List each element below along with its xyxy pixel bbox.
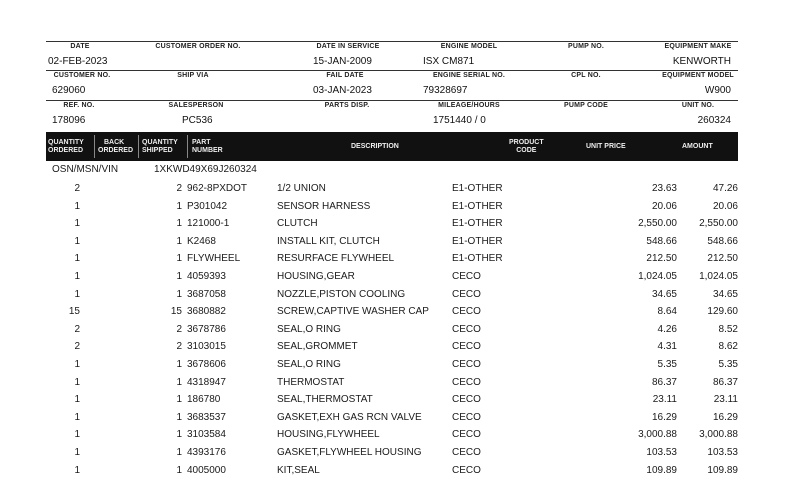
cell-part-number: 3687058 xyxy=(187,288,226,300)
cell-product-code: E1-OTHER xyxy=(452,183,503,194)
cell-unit-price: 8.64 xyxy=(657,306,677,318)
col-divider xyxy=(187,135,188,158)
cell-part-number: 121000-1 xyxy=(187,218,230,230)
value-engine-serial: 79328697 xyxy=(423,85,468,96)
value-customer-no: 629060 xyxy=(52,85,86,96)
cell-product-code: CECO xyxy=(452,429,481,441)
cell-unit-price: 86.37 xyxy=(651,376,677,388)
cell-qty-ordered: 1 xyxy=(74,429,80,441)
cell-qty-ordered: 1 xyxy=(74,411,80,423)
label-customer-no: CUSTOMER NO. xyxy=(53,72,111,79)
table-row xyxy=(0,218,798,235)
cell-qty-shipped: 1 xyxy=(176,394,182,406)
cell-qty-shipped: 1 xyxy=(176,411,182,423)
cell-unit-price: 4.31 xyxy=(657,341,677,353)
cell-amount: 212.50 xyxy=(707,253,738,265)
value-ref-no: 178096 xyxy=(52,115,86,126)
cell-product-code: CECO xyxy=(452,306,481,318)
value-date-in-service: 15-JAN-2009 xyxy=(313,56,372,67)
value-equipment-model: W900 xyxy=(704,85,731,96)
cell-description: GASKET,EXH GAS RCN VALVE xyxy=(277,411,422,423)
value-fail-date: 03-JAN-2023 xyxy=(313,85,372,96)
cell-part-number: 3678786 xyxy=(187,323,226,335)
cell-qty-ordered: 15 xyxy=(68,306,80,318)
cell-part-number: 3678606 xyxy=(187,359,226,370)
cell-product-code: E1-OTHER xyxy=(452,218,503,230)
table-row xyxy=(0,289,798,306)
cell-description: SEAL,THERMOSTAT xyxy=(277,394,373,406)
cell-qty-ordered: 1 xyxy=(74,200,80,212)
cell-description: SEAL,O RING xyxy=(277,359,341,370)
label-equipment-make: EQUIPMENT MAKE xyxy=(664,43,732,50)
label-equipment-model: EQUIPMENT MODEL xyxy=(662,72,734,79)
cell-description: SENSOR HARNESS xyxy=(277,200,371,212)
cell-amount: 5.35 xyxy=(718,359,738,370)
cell-amount: 16.29 xyxy=(712,411,738,423)
cell-qty-shipped: 1 xyxy=(176,359,182,370)
cell-amount: 1,024.05 xyxy=(699,271,738,282)
cell-description: 1/2 UNION xyxy=(277,183,326,194)
label-pump-code: PUMP CODE xyxy=(563,102,609,109)
cell-amount: 34.65 xyxy=(712,288,738,300)
table-row xyxy=(0,201,798,218)
cell-part-number: P301042 xyxy=(187,200,228,212)
table-row xyxy=(0,412,798,429)
cell-product-code: CECO xyxy=(452,464,481,476)
cell-product-code: CECO xyxy=(452,271,481,282)
label-pump-no: PUMP NO. xyxy=(567,43,605,50)
label-parts-disp: PARTS DISP. xyxy=(324,102,370,109)
cell-qty-shipped: 1 xyxy=(176,235,182,247)
label-customer-order: CUSTOMER ORDER NO. xyxy=(155,43,241,50)
cell-qty-ordered: 1 xyxy=(74,253,80,265)
col-product-code: PRODUCT CODE xyxy=(509,139,544,154)
cell-qty-shipped: 1 xyxy=(176,288,182,300)
header-rule-3 xyxy=(46,100,738,101)
table-row xyxy=(0,394,798,411)
cell-description: NOZZLE,PISTON COOLING xyxy=(277,288,406,300)
cell-amount: 8.52 xyxy=(718,323,738,335)
cell-part-number: 3103015 xyxy=(187,341,226,353)
value-equipment-make: KENWORTH xyxy=(672,56,731,67)
cell-amount: 2,550.00 xyxy=(699,218,738,230)
cell-qty-shipped: 15 xyxy=(170,306,182,318)
label-engine-serial: ENGINE SERIAL NO. xyxy=(432,72,506,79)
col-part-number: PART NUMBER xyxy=(192,139,223,154)
col-amount: AMOUNT xyxy=(682,143,713,150)
col-qty-ordered: QUANTITY ORDERED xyxy=(48,139,84,154)
table-row xyxy=(0,236,798,253)
cell-description: SEAL,GROMMET xyxy=(277,341,358,353)
table-row xyxy=(0,271,798,288)
cell-product-code: CECO xyxy=(452,341,481,353)
cell-description: GASKET,FLYWHEEL HOUSING xyxy=(277,447,422,458)
cell-amount: 23.11 xyxy=(713,394,738,406)
cell-part-number: FLYWHEEL xyxy=(187,253,241,265)
cell-part-number: 4318947 xyxy=(187,376,226,388)
table-row xyxy=(0,324,798,341)
col-description: DESCRIPTION xyxy=(351,143,399,150)
cell-qty-ordered: 1 xyxy=(74,447,80,458)
cell-unit-price: 103.53 xyxy=(646,447,677,458)
cell-description: KIT,SEAL xyxy=(277,464,320,476)
cell-qty-shipped: 1 xyxy=(176,253,182,265)
osn-label: OSN/MSN/VIN xyxy=(52,164,119,175)
table-row xyxy=(0,253,798,270)
cell-qty-shipped: 1 xyxy=(176,429,182,441)
cell-qty-ordered: 1 xyxy=(74,218,80,230)
col-divider xyxy=(94,135,95,158)
cell-unit-price: 23.11 xyxy=(652,394,677,406)
col-divider xyxy=(138,135,139,158)
cell-qty-ordered: 1 xyxy=(74,394,80,406)
cell-unit-price: 16.29 xyxy=(651,411,677,423)
cell-qty-shipped: 2 xyxy=(176,341,182,353)
cell-amount: 47.26 xyxy=(712,183,738,194)
label-date: DATE xyxy=(70,43,90,50)
cell-product-code: CECO xyxy=(452,394,481,406)
header-rule-2 xyxy=(46,70,738,71)
cell-part-number: 4393176 xyxy=(187,447,226,458)
table-row xyxy=(0,447,798,464)
cell-qty-ordered: 2 xyxy=(74,341,80,353)
value-engine-model: ISX CM871 xyxy=(423,56,475,67)
cell-unit-price: 109.89 xyxy=(646,464,677,476)
table-row xyxy=(0,377,798,394)
cell-unit-price: 548.66 xyxy=(646,235,677,247)
col-unit-price: UNIT PRICE xyxy=(586,143,626,150)
cell-amount: 3,000.88 xyxy=(699,429,738,441)
cell-qty-ordered: 1 xyxy=(74,288,80,300)
cell-unit-price: 4.26 xyxy=(657,323,677,335)
cell-product-code: CECO xyxy=(452,376,481,388)
cell-amount: 86.37 xyxy=(712,376,738,388)
cell-qty-shipped: 1 xyxy=(176,218,182,230)
cell-part-number: 962-8PXDOT xyxy=(187,183,248,194)
cell-amount: 20.06 xyxy=(712,200,738,212)
cell-part-number: 4005000 xyxy=(187,464,226,476)
cell-product-code: E1-OTHER xyxy=(452,253,503,265)
cell-description: CLUTCH xyxy=(277,218,318,230)
table-row xyxy=(0,359,798,376)
cell-description: INSTALL KIT, CLUTCH xyxy=(277,235,380,247)
column-header-bar xyxy=(46,132,738,161)
cell-description: RESURFACE FLYWHEEL xyxy=(277,253,395,265)
cell-qty-shipped: 1 xyxy=(176,200,182,212)
cell-product-code: CECO xyxy=(452,359,481,370)
table-row xyxy=(0,465,798,482)
cell-description: HOUSING,GEAR xyxy=(277,271,355,282)
osn-value: 1XKWD49X69J260324 xyxy=(154,164,257,175)
cell-qty-shipped: 1 xyxy=(176,376,182,388)
label-date-in-service: DATE IN SERVICE xyxy=(316,43,380,50)
table-row xyxy=(0,429,798,446)
cell-part-number: 3680882 xyxy=(187,306,226,318)
cell-qty-shipped: 1 xyxy=(176,464,182,476)
label-cpl-no: CPL NO. xyxy=(571,72,601,79)
cell-description: HOUSING,FLYWHEEL xyxy=(277,429,380,441)
cell-description: THERMOSTAT xyxy=(277,376,345,388)
cell-unit-price: 5.35 xyxy=(657,359,677,370)
cell-qty-ordered: 1 xyxy=(74,359,80,370)
cell-qty-ordered: 1 xyxy=(74,235,80,247)
cell-part-number: K2468 xyxy=(187,235,216,247)
label-ref-no: REF. NO. xyxy=(63,102,95,109)
col-back-ordered: BACK ORDERED xyxy=(98,139,134,154)
cell-qty-ordered: 2 xyxy=(74,323,80,335)
cell-amount: 548.66 xyxy=(707,235,738,247)
cell-amount: 129.60 xyxy=(707,306,738,318)
label-fail-date: FAIL DATE xyxy=(326,72,364,79)
cell-product-code: CECO xyxy=(452,288,481,300)
value-unit-no: 260324 xyxy=(697,115,731,126)
cell-qty-shipped: 1 xyxy=(176,447,182,458)
cell-part-number: 3683537 xyxy=(187,411,226,423)
label-engine-model: ENGINE MODEL xyxy=(440,43,498,50)
cell-product-code: CECO xyxy=(452,323,481,335)
cell-qty-ordered: 2 xyxy=(74,183,80,194)
cell-qty-ordered: 1 xyxy=(74,464,80,476)
cell-qty-ordered: 1 xyxy=(74,376,80,388)
label-salesperson: SALESPERSON xyxy=(168,102,224,109)
cell-unit-price: 23.63 xyxy=(651,183,677,194)
label-unit-no: UNIT NO. xyxy=(681,102,715,109)
cell-description: SEAL,O RING xyxy=(277,323,341,335)
table-row xyxy=(0,306,798,323)
cell-qty-ordered: 1 xyxy=(74,271,80,282)
cell-qty-shipped: 1 xyxy=(176,271,182,282)
cell-unit-price: 1,024.05 xyxy=(638,271,677,282)
header-top-rule xyxy=(46,41,738,42)
label-mileage: MILEAGE/HOURS xyxy=(438,102,500,109)
cell-unit-price: 3,000.88 xyxy=(638,429,677,441)
cell-qty-shipped: 2 xyxy=(176,323,182,335)
cell-description: SCREW,CAPTIVE WASHER CAP xyxy=(277,306,429,318)
value-date: 02-FEB-2023 xyxy=(48,56,108,67)
cell-part-number: 4059393 xyxy=(187,271,226,282)
cell-amount: 109.89 xyxy=(707,464,738,476)
cell-amount: 103.53 xyxy=(707,447,738,458)
cell-part-number: 3103584 xyxy=(187,429,226,441)
label-ship-via: SHIP VIA xyxy=(177,72,209,79)
cell-amount: 8.62 xyxy=(718,341,738,353)
cell-product-code: E1-OTHER xyxy=(452,200,503,212)
value-salesperson: PC536 xyxy=(182,115,213,126)
cell-product-code: CECO xyxy=(452,411,481,423)
cell-unit-price: 34.65 xyxy=(651,288,677,300)
cell-product-code: CECO xyxy=(452,447,481,458)
cell-unit-price: 212.50 xyxy=(646,253,677,265)
table-row xyxy=(0,341,798,358)
cell-unit-price: 20.06 xyxy=(651,200,677,212)
cell-part-number: 186780 xyxy=(187,394,221,406)
table-row xyxy=(0,183,798,200)
col-qty-shipped: QUANTITY SHIPPED xyxy=(142,139,178,154)
cell-product-code: E1-OTHER xyxy=(452,235,503,247)
cell-qty-shipped: 2 xyxy=(176,183,182,194)
value-mileage: 1751440 / 0 xyxy=(433,115,486,126)
cell-unit-price: 2,550.00 xyxy=(638,218,677,230)
